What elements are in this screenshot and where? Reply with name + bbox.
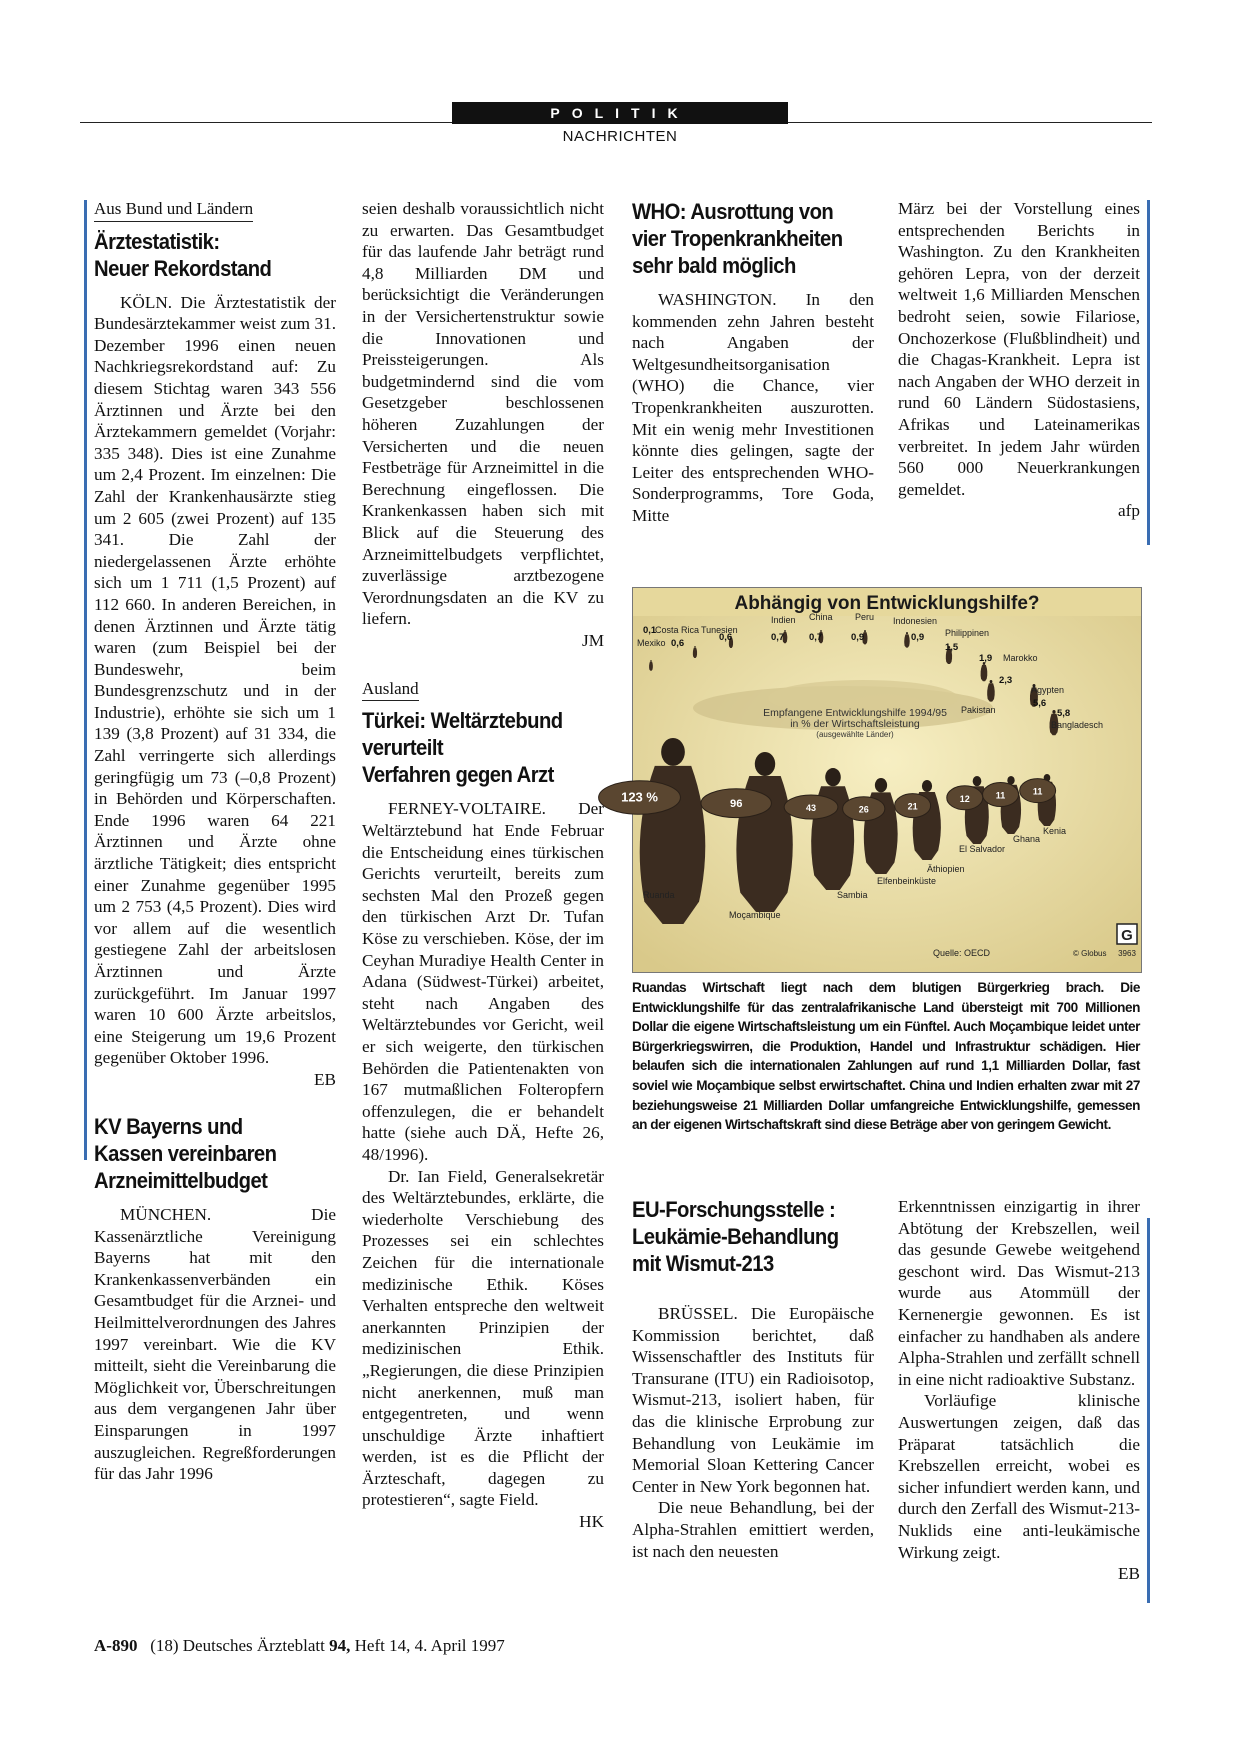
value-label-mexiko: 0,1 (643, 625, 657, 636)
country-label-ghana: Ghana (1013, 834, 1041, 844)
column-4-bottom (898, 1196, 1140, 1585)
figure-body-mexiko (649, 662, 653, 671)
article-eu-body-3: Erkenntnissen einzigartig in ihrer Abtötung der Krebszellen, weil das gesunde Gewebe weitgehend geschont wird. Das Wismut-213 wurde aus Atommüll der Kernenergie gewonnen. Es ist einfacher zu handhaben als andere Alpha-Strahlen und zerfällt schnell in eine nicht radioaktive Substanz. (898, 1197, 1140, 1389)
figure-head-pakistan (990, 680, 993, 683)
infographic-credit: © Globus (1073, 949, 1107, 958)
article-tuerkei-body-1: FERNEY-VOLTAIRE. Der Weltärztebund hat Ende Februar die Entscheidung eines türkischen Gerichts verurteilt, bereits zum sechsten Mal den Prozeß gegen den türkischen Arzt Dr. Tufan Köse zu verschieben. Köse, der im Ceyhan Muradiye Health Center in Adana (Südwest-Türkei) arbeitet, steht nach Angaben des Weltärztebundes vor Gericht, weil er sich weigerte, den türkischen Behörden die Patientenakten von 167 mutmaßlichen Folteropfern offenzulegen, die er behandelt hatte (siehe auch DÄ, Hefte 26, 48/1996). (362, 799, 604, 1164)
figure-head-ruanda (661, 738, 685, 766)
value-label-peru: 0,9 (851, 632, 865, 643)
subsection-label: NACHRICHTEN (562, 128, 678, 145)
headline-eu-forschung: EU-Forschungsstelle : Leukämie-Behandlung mit Wismut-213 (632, 1197, 839, 1276)
headline-tuerkei: Türkei: Weltärztebund verurteilt Verfahren gegen Arzt (362, 708, 563, 788)
column-3-top (632, 198, 874, 527)
infographic-svg (621, 588, 1141, 972)
figure-body-pakistan (987, 683, 995, 701)
article-eu-body-4: Vorläufige klinische Auswertungen zeigen, daß das Präparat tatsächlich die Krebszellen erreicht, wobei es sicher infundiert werden kann, und durch den Zerfall des Wismut-213-Nuklids eine anti-leukämische Wirkung zeigt. (898, 1391, 1140, 1562)
infographic-subtitle-3: (ausgewählte Länder) (816, 730, 894, 739)
right-margin-bar-bottom (1147, 1218, 1150, 1603)
figure-head-el-salvador (973, 776, 982, 786)
headline-aerztestatistik: Ärztestatistik: Neuer Rekordstand (94, 228, 272, 281)
figure-body-marokko (981, 665, 988, 681)
footer-volume: 94, (329, 1636, 351, 1655)
headline-kv-bayerns: KV Bayerns und Kassen vereinbaren Arzneimittelbudget (94, 1113, 277, 1193)
country-label-indonesien: Indonesien (893, 616, 938, 626)
figure-body-costa-rica (693, 648, 697, 658)
infographic-subtitle-2: in % der Wirtschaftsleistung (790, 718, 920, 730)
signature-eb-2: EB (1118, 1564, 1140, 1584)
country-label-kenia: Kenia (1043, 826, 1067, 836)
value-label-marokko: 1,9 (979, 653, 993, 664)
country-label-indien: Indien (771, 615, 796, 625)
article-aerztestatistik-body: KÖLN. Die Ärztestatistik der Bundesärztekammer weist zum 31. Dezember 1996 einen neuen Nachkriegsrekordstand auf: Zu diesem Stichtag waren 343 556 Ärztinnen und Ärzte bei den Ärztekammern gemeldet (Vorjahr: 335 348). Dies ist eine Zunahme um 2,4 Prozent. Im einzelnen: Die Zahl der Krankenhausärzte stieg um 2 605 (zwei Prozent) auf 135 341. Die Zahl der niedergelassenen Ärzte erhöhte sich um 1 711 (1,5 Prozent) auf 112 660. In anderen Bereichen, in denen Ärztinnen und Ärzte tätig waren (zum Beispiel bei der Bundeswehr, beim Bundesgrenzschutz und in der Industrie), erhöhte sie sich um 1 139 (3,8 Prozent) auf 31 334, die Zahl verringerte sich allerdings geringfügig um 73 (–0,8 Prozent) in Behörden und Körperschaften. Ende 1996 waren 64 221 Ärztinnen und Ärzte ohne ärztliche Tätigkeit; dies entspricht einer Zunahme gegenüber 1995 um 2 753 (4,5 Prozent). Dies wird vor allem auf die wesentlich gestiegene Zahl der arbeitslosen Ärztinnen und Ärzte zurückgeführt. Im Januar 1997 waren 10 600 Ärzte arbeitslos, eine Steigerung um 19,6 Prozent gegenüber Oktober 1996. (94, 292, 336, 1068)
country-label-mexiko: Mexiko (637, 638, 666, 648)
country-label-elfenbeink-ste: Elfenbeinküste (877, 876, 937, 886)
figure-head-costa-rica (694, 646, 696, 648)
headline-who: WHO: Ausrottung von vier Tropenkrankheiten sehr bald möglich (632, 199, 843, 278)
value-label-mo-ambique: 96 (729, 798, 743, 811)
article-kv-body-2: seien deshalb voraussichtlich nicht zu erwarten. Das Gesamtbudget für das laufende Jahr beträgt rund 4,8 Milliarden DM und berücksichtigt die Veränderungen in der Versichertenstruktur sowie die Innovationen und Preissteigerungen. Als budgetmindernd sind die vom Gesetzgeber beschlossenen höheren Zuzahlungen der Versicherten und die neuen Festbeträge für Arzneimittel in die Berechnung eingeflossen. Die Krankenkassen haben sich mit Blick auf die Steuerung des Arzneimittelbudgets verpflichtet, zuverlässige arztbezogene Verordnungsdaten an die KV zu liefern. (362, 199, 604, 629)
article-who-body-2: März bei der Vorstellung eines entsprechenden Berichts in Washington. Zu den Krankheiten gehören Lepra, von der derzeit weltweit 1,6 Milliarden Menschen bedroht seien, sowie Filariose, Onchozerkose (Flußblindheit) und die Chagas-Krankheit. Lepra ist nach Angaben der WHO derzeit in rund 60 Ländern Südostasiens, Afrikas und Lateinamerikas verbreitet. In jedem Jahr würden 560 000 Neuerkrankungen gemeldet. (898, 199, 1140, 499)
article-kv-body-1: MÜNCHEN. Die Kassenärztliche Vereinigung Bayerns hat mit den Krankenkassenverbänden ein Gesamtbudget für die Arznei- und Heilmittelverordnungen des Jahres 1997 vereinbart. Wie die KV mitteilt, sieht die Vereinbarung die Möglichkeit vor, Überschreitungen aus dem vergangenen Jahr über Einsparungen in 1997 auszugleichen. Regreßforderungen für das Jahr 1996 (94, 1204, 336, 1484)
figure-head-bangladesch (1052, 710, 1055, 714)
value-label-elfenbeink-ste: 26 (858, 804, 869, 815)
figure-head-mexiko (650, 660, 651, 662)
country-label-gypten: Ägypten (1031, 685, 1065, 695)
infographic-caption: Ruandas Wirtschaft liegt nach dem blutigen Bürgerkrieg brach. Die Entwicklungshilfe für das zentralafrikanische Land übersteigt mit 700 Millionen Dollar die eigene Wirtschaftsleistung um ein Fünftel. Auch Moçambique leidet unter Bürgerkriegswirren, die Produktion, Handel und Infrastruktur schädigen. Hier belaufen sich die internationalen Zahlungen auf rund 1,1 Milliarden Dollar, fast soviel wie Moçambique selbst erwirtschaftet. China und Indien erhalten zwar mit 27 beziehungsweise 21 Milliarden Dollar umfangreiche Entwicklungshilfe, gemessen an der eigenen Wirtschaftskraft sind diese Beträge aber von geringem Gewicht. (632, 980, 1140, 1133)
country-label-marokko: Marokko (1003, 653, 1038, 663)
column-4-top (898, 198, 1140, 522)
kicker-ausland: Ausland (362, 678, 419, 702)
signature-eb-1: EB (314, 1069, 336, 1089)
value-label-indonesien: 0,9 (911, 632, 925, 643)
value-label-ghana: 11 (995, 790, 1006, 801)
value-label-tunesien: 0,6 (719, 632, 733, 643)
value-label-el-salvador: 12 (959, 793, 970, 804)
country-label-costa-rica: Costa Rica (655, 625, 700, 635)
country-label-pakistan: Pakistan (961, 705, 996, 715)
page-number: A-890 (94, 1636, 138, 1655)
country-label-peru: Peru (855, 612, 875, 622)
country-label-sambia: Sambia (837, 890, 868, 900)
infographic-subtitle-1: Empfangene Entwicklungshilfe 1994/95 (763, 707, 947, 719)
value-label-china: 0,7 (809, 632, 823, 643)
figure-head-mo-ambique (755, 752, 775, 776)
country-label-bangladesch: Bangladesch (1051, 720, 1104, 730)
article-tuerkei-body-2: Dr. Ian Field, Generalsekretär des Weltärztebundes, erklärte, die wiederholte Verschiebung des Prozesses sei ein schlechtes Zeichen für die internationale medizinische Ethik. Köses Verhalten entspreche den weltweit anerkannten Prinzipien der medizinischen Ethik. „Regierungen, die diese Prinzipien nicht anerkennen, muß man entgegentreten, und wenn unschuldige Ärzte inhaftiert werden, ist es die Pflicht der Ärzteschaft, dagegen zu protestieren“, sagte Field. (362, 1166, 604, 1510)
article-who-body-1: WASHINGTON. In den kommenden zehn Jahren besteht nach Angaben der Weltgesundheitsorganisation (WHO) die Chance, vier Tropenkrankheiten auszurotten. Mit ein wenig mehr Investitionen könnte dies gelingen, sagte der Leiter des entsprechenden WHO-Sonderprogramms, Tore Goda, Mitte (632, 290, 874, 525)
country-label-china: China (809, 612, 833, 622)
infographic-number: 3963 (1118, 949, 1136, 958)
country-label-philippinen: Philippinen (945, 628, 990, 638)
infographic-title: Abhängig von Entwicklungshilfe? (734, 593, 1040, 614)
infographic-entwicklungshilfe (621, 587, 1142, 973)
column-3-bottom (632, 1196, 874, 1562)
country-label-tunesien: Tunesien (701, 625, 738, 635)
footer-publication: (18) Deutsches Ärzteblatt (150, 1636, 325, 1655)
value-label-gypten: 5,6 (1033, 698, 1047, 709)
figure-head-indonesien (906, 632, 908, 634)
figure-head-sambia (825, 768, 841, 786)
country-label-ruanda: Ruanda (643, 890, 675, 900)
infographic-source: Quelle: OECD (933, 948, 991, 958)
country-label-el-salvador: El Salvador (959, 844, 1006, 854)
figure-body-indonesien (904, 634, 910, 647)
signature-hk: HK (579, 1512, 604, 1532)
value-label-pakistan: 2,3 (999, 675, 1013, 686)
value-label-costa-rica: 0,6 (671, 638, 685, 649)
column-2 (362, 198, 604, 1533)
section-label: POLITIK (452, 102, 788, 124)
signature-afp: afp (1118, 501, 1140, 521)
value-label-thiopien: 21 (907, 801, 918, 812)
article-eu-body-2: Die neue Behandlung, bei der Alpha-Strahlen emittiert werden, ist nach den neuesten (632, 1498, 874, 1561)
value-label-ruanda: 123 % (621, 789, 658, 805)
figure-head-indien (784, 630, 786, 632)
column-1 (94, 198, 336, 1485)
footer-issue: Heft 14, 4. April 1997 (354, 1636, 505, 1655)
value-label-indien: 0,7 (771, 632, 785, 643)
figure-head-peru (864, 630, 866, 632)
globus-logo-letter: G (1121, 927, 1133, 944)
value-label-sambia: 43 (806, 803, 817, 814)
signature-jm: JM (582, 630, 604, 650)
left-margin-bar (84, 200, 87, 1160)
figure-head-thiopien (922, 780, 932, 792)
country-label-mo-ambique: Moçambique (729, 910, 781, 920)
country-label-thiopien: Äthiopien (927, 864, 965, 874)
value-label-kenia: 11 (1032, 786, 1043, 797)
figure-head-elfenbeink-ste (875, 778, 887, 792)
page-footer (94, 1636, 505, 1656)
value-label-philippinen: 1,5 (945, 642, 959, 653)
value-label-bangladesch: 5,8 (1057, 708, 1071, 719)
kicker-aus-bund: Aus Bund und Ländern (94, 198, 253, 222)
article-eu-body-1: BRÜSSEL. Die Europäische Kommission berichtet, daß Wissenschaftler des Instituts für Transurane (ITU) ein Radioisotop, Wismut-213, isoliert haben, für das die klinische Erprobung zur Behandlung von Leukämie im Memorial Sloan Kettering Cancer Center in New York begonnen hat. (632, 1304, 874, 1496)
right-margin-bar-top (1147, 200, 1150, 545)
